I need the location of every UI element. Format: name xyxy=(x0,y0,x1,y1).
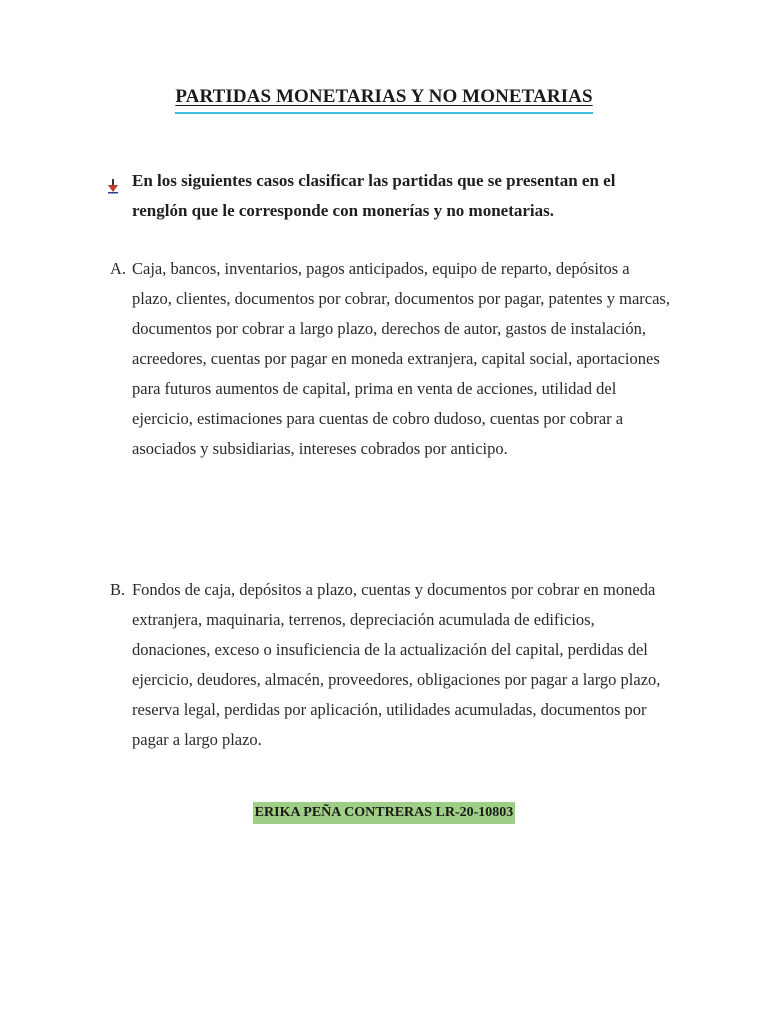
title-container xyxy=(0,86,768,114)
list-item-text: Caja, bancos, inventarios, pagos anticipados, equipo de reparto, depósitos a plazo, clientes, documentos por cobrar, documentos por pagar, patentes y marcas, documentos por cobrar a largo plazo, derechos de autor, gastos de instalación, acreedores, cuentas por pagar en moneda extranjera, capital social, aportaciones para futuros aumentos de capital, prima en venta de acciones, utilidad del ejercicio, estimaciones para cuentas de cobro dudoso, cuentas por cobrar a asociados y subsidiarias, intereses cobrados por anticipo. xyxy=(132,259,670,458)
list-item-a xyxy=(110,254,670,464)
list-item-marker: B. xyxy=(110,580,126,599)
document-title: PARTIDAS MONETARIAS Y NO MONETARIAS xyxy=(175,86,592,114)
signature-container xyxy=(0,802,768,824)
arrow-down-bullet-icon xyxy=(106,174,120,190)
list-item-marker: A. xyxy=(110,259,127,278)
author-signature: ERIKA PEÑA CONTRERAS LR-20-10803 xyxy=(253,802,516,824)
list-item-text: Fondos de caja, depósitos a plazo, cuentas y documentos por cobrar en moneda extranjera, maquinaria, terrenos, depreciación acumulada de edificios, donaciones, exceso o insuficiencia de la actualización del capital, perdidas del ejercicio, deudores, almacén, proveedores, obligaciones por pagar a largo plazo, reserva legal, perdidas por aplicación, utilidades acumuladas, documentos por pagar a largo plazo. xyxy=(132,580,661,749)
instruction-paragraph xyxy=(110,166,670,226)
instruction-text: En los siguientes casos clasificar las partidas que se presentan en el renglón que le corresponde con monerías y no monetarias. xyxy=(132,171,616,220)
list-item-b xyxy=(110,575,670,755)
